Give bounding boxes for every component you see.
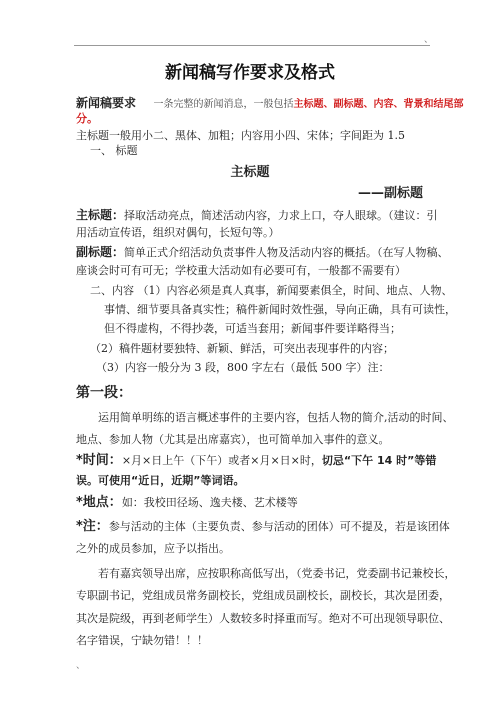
guest-line4: 名字错误，宁缺勿错！！！ [76, 634, 208, 647]
time-note [76, 452, 436, 470]
content-line-3: 但不得虚构，不得抄袭，可适当套用；新闻事件要详略得当； [104, 322, 401, 335]
time-warning: 切忌“下午 14 时”等错 [321, 454, 437, 467]
intro-highlight-cont: 分。 [76, 112, 98, 125]
place-note [76, 494, 298, 512]
example-sub-title: ——副标题 [358, 186, 424, 201]
header-mark: 、 [424, 35, 434, 45]
intro-line [76, 94, 464, 114]
sub-title-label: 副标题： [76, 245, 125, 259]
para1-line1: 运用简单明练的语言概述事件的主要内容，包括人物的简介,活动的时间、 [98, 411, 454, 424]
intro-text: 一条完整的新闻消息，一般包括 [153, 99, 294, 110]
notice-line2: 之外的成员参加，应予以指出。 [76, 542, 230, 555]
time-label: *时间： [76, 453, 122, 468]
notice-line1 [76, 518, 450, 536]
example-main-title: 主标题 [230, 165, 270, 180]
time-warning-cont: 误。可使用“近日，近期”等词语。 [76, 474, 245, 487]
sub-title-desc-line2: 座谈会时可有可无；学校重大活动如有必要可有，一般都不需要有） [76, 264, 406, 277]
header-rule [74, 45, 430, 46]
main-title-desc-line1: 择取活动亮点，简述活动内容，力求上口，夺人眼球。（建议：引 [124, 209, 438, 222]
content-line-4: （2）稿件题材要独特、新颖、鲜活，可突出表现事件的内容； [90, 342, 394, 355]
place-text: 如：我校田径场、逸夫楼、艺术楼等 [121, 496, 298, 509]
content-line-2: 事情、细节要具备真实性；稿件新闻时效性强，导向正确，具有可读性， [104, 303, 456, 316]
font-note: 主标题一般用小二、黑体、加粗；内容用小四、宋体；字间距为 1.5 [76, 129, 405, 142]
document-title: 新闻稿写作要求及格式 [165, 63, 335, 83]
content-line-1: 二、内容 （1）内容必须是真人真事，新闻要素俱全，时间、地点、人物、 [90, 284, 453, 297]
para1-heading: 第一段： [76, 385, 132, 401]
para1-line2: 地点、参加人物（尤其是出席嘉宾），也可简单加入事件的意义。 [76, 433, 390, 446]
time-text: ×月×日上午（下午）或者×月×日×时， [121, 454, 322, 467]
guest-line2: 专职副书记，党组成员常务副校长，党组成员副校长，副校长，其次是团委， [76, 589, 450, 602]
guest-line3: 其次是院级，再到老师学生）人数较多时择重而写。绝对不可出现领导职位、 [76, 612, 450, 625]
main-title-label: 主标题： [76, 208, 125, 222]
place-label: *地点： [76, 495, 122, 510]
main-title-desc-line2: 用活动宣传语，组织对偶句，长短句等。） [76, 226, 280, 239]
footer-mark: 、 [76, 661, 86, 671]
content-line-5: （3）内容一般分为 3 段，800 字左右（最低 500 字）注： [96, 361, 390, 374]
intro-highlight: 主标题、副标题、内容、背景和结尾部 [293, 99, 464, 110]
notice-text: 参与活动的主体（主要负责、参与活动的团体）可不提及，若是该团体 [108, 520, 450, 533]
section-heading-title: 一、 标题 [90, 144, 138, 157]
main-title-desc [76, 206, 438, 225]
notice-label: *注： [76, 519, 109, 534]
guest-line1: 若有嘉宾领导出席，应按职称高低写出，（党委书记，党委副书记兼校长， [98, 567, 456, 580]
sub-title-desc [76, 243, 449, 262]
intro-label: 新闻稿要求 [76, 96, 137, 110]
sub-title-desc-line1: 简单正式介绍活动负责事件人物及活动内容的概括。（在写人物稿、 [124, 246, 449, 259]
